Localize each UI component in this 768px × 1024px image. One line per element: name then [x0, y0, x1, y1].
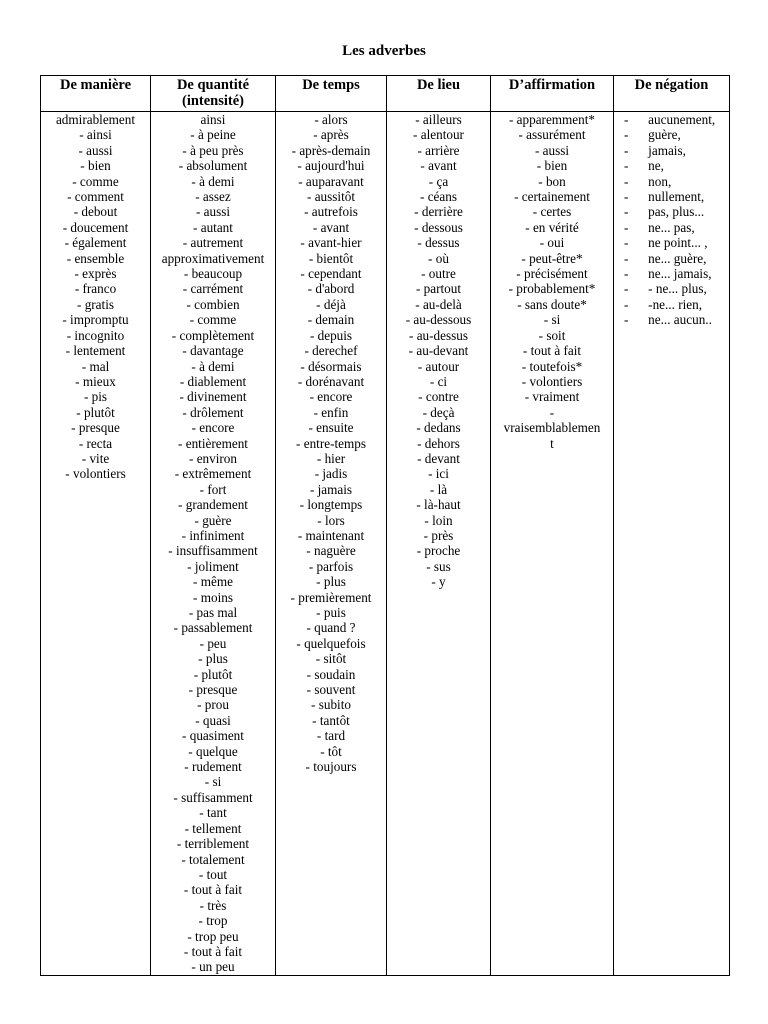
list-item: - ci — [429, 373, 448, 389]
list-item: - dessous — [414, 219, 463, 235]
list-item: - arrière — [417, 142, 460, 158]
list-item: - plus — [198, 651, 228, 667]
list-item: - aujourd'hui — [297, 158, 365, 174]
list-item: - plutôt — [193, 666, 233, 682]
list-item: - gratis — [77, 296, 114, 312]
list-item: - totalement — [181, 851, 245, 867]
list-item: - devant — [417, 450, 460, 466]
list-item: - jadis — [314, 466, 348, 482]
list-item: approximativement — [161, 250, 265, 266]
list-item: - combien — [186, 296, 240, 312]
list-item: - demain — [307, 312, 355, 328]
list-item: ainsi — [200, 112, 226, 127]
list-item: - ça — [428, 173, 449, 189]
list-item: - doucement — [62, 219, 129, 235]
list-item: - au-dessus — [409, 327, 468, 343]
header-affirmation: D’affirmation — [491, 76, 614, 112]
list-item: - tard — [316, 728, 346, 744]
list-item: - sus — [426, 558, 451, 574]
list-item: - peut-être* — [521, 250, 583, 266]
header-maniere: De manière — [41, 76, 151, 112]
list-item: - céans — [420, 189, 457, 205]
list-item: - tellement — [184, 820, 242, 836]
list-item: - au-devant — [408, 343, 469, 359]
list-item: - encore — [309, 389, 353, 405]
list-item: - soudain — [306, 666, 356, 682]
cell-temps — [276, 112, 387, 976]
list-item: - depuis — [309, 327, 353, 343]
list-item: - ensuite — [308, 420, 354, 436]
list-item: - au-delà — [415, 296, 462, 312]
list-item: - sitôt — [315, 651, 347, 667]
cell-negation — [614, 112, 730, 976]
list-item: - aucunement, — [624, 112, 716, 127]
list-item: - franco — [74, 281, 117, 297]
list-item: - quand ? — [306, 620, 356, 636]
header-quantite: De quantité (intensité) — [151, 76, 276, 112]
list-item: - également — [64, 235, 127, 251]
list-item: - incognito — [66, 327, 125, 343]
page-title: Les adverbes — [342, 43, 426, 59]
list-item: - sans doute* — [517, 296, 587, 312]
list-item: - plutôt — [76, 404, 115, 420]
list-item: - à peu près — [182, 142, 244, 158]
list-item: - mal — [81, 358, 110, 374]
list-item: - entre-temps — [296, 435, 366, 451]
list-item: - assurément — [518, 127, 586, 143]
list-item: - d'abord — [307, 281, 355, 297]
list-item: - ne... jamais, — [624, 266, 712, 282]
content-row — [41, 112, 730, 976]
list-item: - soit — [538, 327, 566, 343]
list-item: - aussi — [195, 204, 231, 220]
list-item: - avant-hier — [300, 235, 362, 251]
cell-quantite — [151, 112, 276, 976]
list-item: - naguère — [306, 543, 356, 559]
list-item: - très — [199, 897, 227, 913]
list-item: - entièrement — [178, 435, 248, 451]
list-item: - quasi — [195, 712, 231, 728]
list-item: - certainement — [514, 189, 590, 205]
list-item: - derrière — [414, 204, 463, 220]
list-item: - toujours — [305, 759, 357, 775]
list-item: - ensemble — [66, 250, 125, 266]
list-item: - là-haut — [416, 497, 461, 513]
list-item: - comme — [72, 173, 119, 189]
list-item: - avant — [312, 219, 350, 235]
list-item: - peu — [199, 635, 227, 651]
list-item: - terriblement — [176, 836, 250, 852]
list-item: - tout à fait — [183, 882, 243, 898]
list-item: - lors — [317, 512, 345, 528]
list-item: - grandement — [178, 497, 248, 513]
list-item: - divinement — [179, 389, 247, 405]
list-item: - avant — [420, 158, 457, 174]
list-item: - ne, — [624, 158, 664, 174]
list-item: - tout à fait — [522, 343, 582, 359]
list-item: - autrefois — [304, 204, 358, 220]
list-item: - trop peu — [187, 928, 239, 944]
list-item: - guère — [194, 512, 232, 528]
list-item: t — [550, 435, 554, 451]
list-item: - comme — [189, 312, 237, 328]
list-item: - comment — [67, 189, 124, 205]
list-item: - dessus — [417, 235, 460, 251]
cell-lieu — [387, 112, 491, 976]
list-item: - exprès — [74, 266, 117, 282]
list-negation — [614, 112, 729, 328]
list-item: - à demi — [191, 358, 235, 374]
list-item: - bientôt — [308, 250, 354, 266]
list-item: - ne... aucun.. — [624, 312, 712, 328]
list-item: - derechef — [304, 343, 358, 359]
list-item: - recta — [78, 435, 113, 451]
list-item: - auparavant — [298, 173, 364, 189]
list-item: - tout — [198, 866, 228, 882]
list-item: - ainsi — [79, 127, 112, 143]
list-item: - déjà — [316, 296, 346, 312]
list-item: - autour — [417, 358, 460, 374]
list-item: - alentour — [413, 127, 464, 143]
list-item: - proche — [416, 543, 461, 559]
list-item: - dorénavant — [297, 373, 365, 389]
list-item: - environ — [189, 450, 237, 466]
list-item: - tout à fait — [183, 943, 243, 959]
list-item: - complètement — [171, 327, 255, 343]
header-temps: De temps — [276, 76, 387, 112]
list-item: - plus — [316, 574, 346, 590]
list-item: - drôlement — [182, 404, 244, 420]
list-item: - insuffisamment — [168, 543, 258, 559]
list-item: - outre — [421, 266, 456, 282]
list-item: - toutefois* — [521, 358, 583, 374]
list-item: vraisemblablemen — [503, 420, 601, 436]
list-item: - jamais, — [624, 142, 686, 158]
list-item: - — [549, 404, 555, 420]
list-item: - volontiers — [65, 466, 126, 482]
list-item: - autrement — [182, 235, 244, 251]
list-item: - précisément — [516, 266, 588, 282]
list-item: - presque — [71, 420, 120, 436]
list-item: - volontiers — [521, 373, 583, 389]
list-item: - tôt — [320, 743, 342, 759]
list-item: - dedans — [416, 420, 461, 436]
list-item: - au-dessous — [405, 312, 472, 328]
list-item: - davantage — [182, 343, 244, 359]
list-item: - pas mal — [188, 605, 238, 620]
list-item: - - ne... plus, — [624, 281, 707, 297]
list-item: - mieux — [75, 373, 116, 389]
list-item: - extrêmement — [174, 466, 252, 482]
list-item: - à peine — [190, 127, 236, 143]
list-item: - partout — [415, 281, 462, 297]
list-item: - ailleurs — [415, 112, 462, 127]
list-item: - ne... guère, — [624, 250, 707, 266]
list-item: - subito — [311, 697, 351, 713]
list-temps — [276, 112, 386, 774]
list-item: - souvent — [306, 682, 356, 698]
list-item: - contre — [418, 389, 459, 405]
list-quantite — [151, 112, 275, 975]
list-item: - fort — [199, 481, 227, 497]
list-item: - désormais — [300, 358, 362, 374]
list-item: - y — [431, 574, 446, 590]
list-affirmation — [491, 112, 613, 451]
list-item: - encore — [191, 420, 235, 436]
list-item: - trop — [198, 913, 228, 929]
list-item: - premièrement — [290, 589, 372, 605]
list-item: - carrément — [182, 281, 244, 297]
list-item: - ne point... , — [624, 235, 708, 251]
list-item: - tantôt — [312, 712, 350, 728]
list-item: - ici — [428, 466, 449, 482]
list-item: - où — [428, 250, 449, 266]
list-item: - nullement, — [624, 189, 705, 205]
list-item: - impromptu — [62, 312, 129, 328]
list-item: - après-demain — [291, 142, 371, 158]
list-item: - un peu — [191, 959, 235, 975]
list-item: - beaucoup — [183, 266, 243, 282]
list-item: - si — [543, 312, 561, 328]
list-item: - dehors — [417, 435, 460, 451]
list-item: - deçà — [422, 404, 455, 420]
header-lieu: De lieu — [387, 76, 491, 112]
list-item: - bon — [538, 173, 566, 189]
list-item: - prou — [197, 697, 229, 713]
list-item: - longtemps — [299, 497, 363, 513]
list-item: - à demi — [191, 173, 235, 189]
list-item: - pis — [83, 389, 108, 405]
list-item: - tant — [199, 805, 227, 821]
list-item: - enfin — [313, 404, 349, 420]
list-item: - puis — [316, 605, 346, 620]
list-item: admirablement — [55, 112, 136, 127]
list-item: - aussitôt — [307, 189, 355, 205]
list-item: - là — [429, 481, 448, 497]
list-item: - absolument — [178, 158, 248, 174]
cell-affirmation — [491, 112, 614, 976]
list-item: - hier — [316, 450, 346, 466]
header-negation: De négation — [614, 76, 730, 112]
list-item: - debout — [73, 204, 118, 220]
list-item: - oui — [539, 235, 565, 251]
list-item: - non, — [624, 173, 672, 189]
list-item: - probablement* — [508, 281, 596, 297]
list-item: - lentement — [65, 343, 126, 359]
list-item: - même — [193, 574, 233, 590]
list-item: - vraiment — [524, 389, 580, 405]
list-item: - -ne... rien, — [624, 296, 702, 312]
list-item: - quelque — [188, 743, 238, 759]
list-item: - pas, plus... — [624, 204, 705, 220]
list-item: - suffisamment — [173, 789, 253, 805]
list-item: - aussi — [78, 142, 113, 158]
list-item: - certes — [532, 204, 572, 220]
list-item: - quelquefois — [296, 635, 366, 651]
list-item: - apparemment* — [508, 112, 596, 127]
list-item: - infiniment — [181, 527, 245, 543]
list-item: - vite — [81, 450, 110, 466]
list-item: - passablement — [173, 620, 253, 636]
list-item: - joliment — [187, 558, 239, 574]
list-item: - jamais — [309, 481, 353, 497]
header-row — [41, 76, 730, 112]
list-item: - parfois — [308, 558, 354, 574]
list-item: - bien — [80, 158, 111, 174]
list-item: - diablement — [179, 373, 247, 389]
cell-maniere — [41, 112, 151, 976]
adverbs-table — [40, 75, 730, 976]
list-item: - moins — [193, 589, 233, 605]
list-item: - assez — [195, 189, 231, 205]
list-item: - maintenant — [297, 527, 365, 543]
list-item: - loin — [424, 512, 453, 528]
list-maniere — [41, 112, 150, 482]
list-item: - autant — [193, 219, 233, 235]
list-item: - après — [313, 127, 349, 143]
list-item: - ne... pas, — [624, 219, 695, 235]
list-item: - rudement — [184, 759, 242, 775]
list-item: - près — [423, 527, 454, 543]
list-item: - presque — [188, 682, 238, 698]
list-item: - si — [204, 774, 222, 790]
list-item: - cependant — [300, 266, 362, 282]
list-item: - aussi — [534, 142, 570, 158]
list-lieu — [387, 112, 490, 590]
list-item: - guère, — [624, 127, 681, 143]
list-item: - en vérité — [525, 219, 579, 235]
list-item: - bien — [536, 158, 568, 174]
list-item: - alors — [314, 112, 348, 127]
list-item: - quasiment — [182, 728, 244, 744]
